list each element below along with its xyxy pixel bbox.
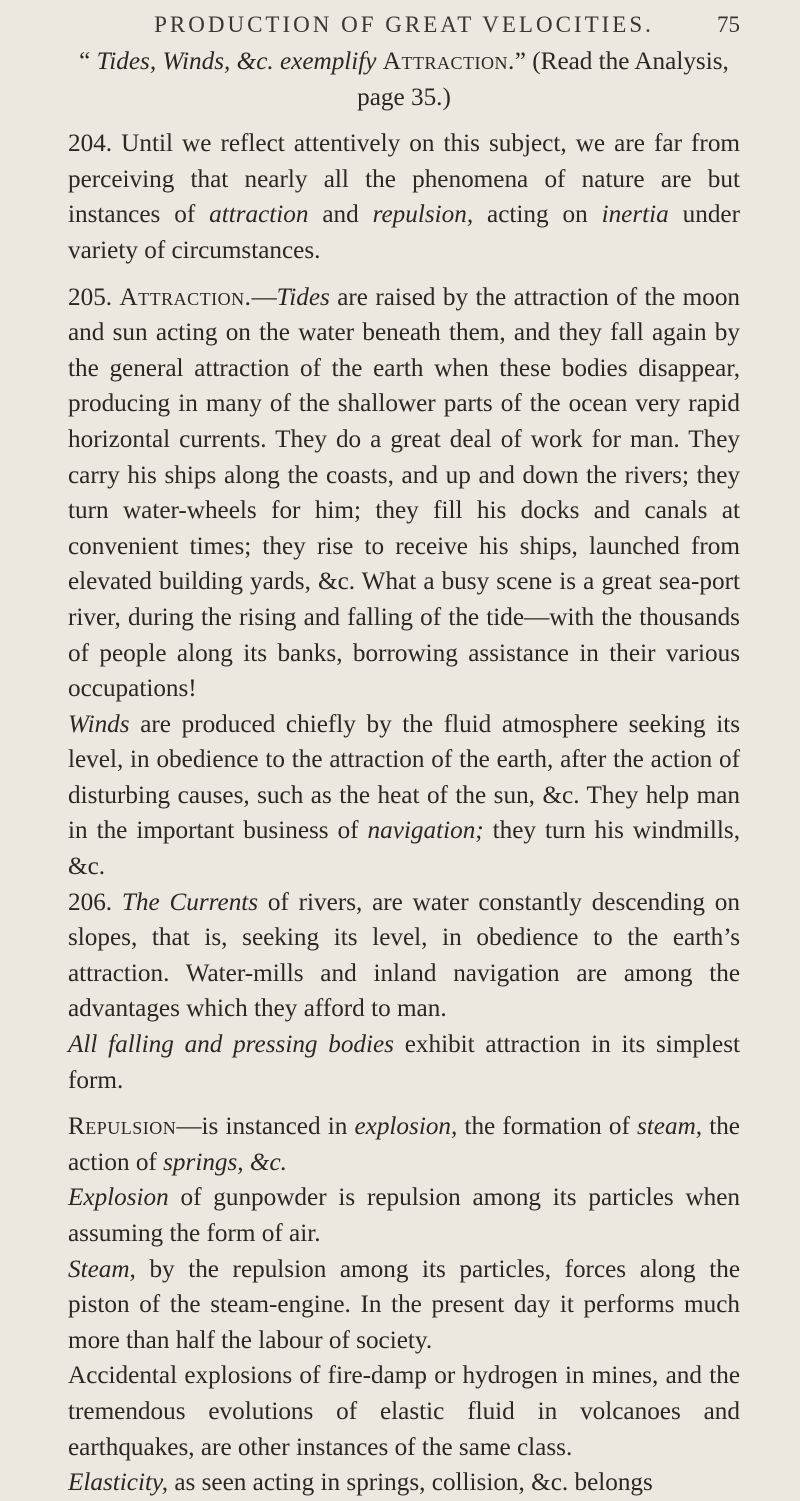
page-body: [68, 44, 740, 1501]
paragraph-elasticity: [68, 1465, 740, 1501]
p205-italic-1: Tides: [276, 283, 330, 311]
p206-number: 206.: [68, 888, 122, 916]
repulsion-text-3: the action of: [68, 1113, 740, 1176]
p204-italic-3: inertia: [601, 201, 669, 229]
elasticity-text-1: as seen acting in springs, collision, &c. belongs: [168, 1469, 653, 1497]
falling-text-1: exhibit attraction in its simplest form.: [68, 1031, 740, 1094]
heading-italic: Tides, Winds, &c. exemplify: [96, 48, 377, 75]
running-title: PRODUCTION OF GREAT VELOCITIES.: [154, 12, 654, 37]
p204-italic-2: repulsion,: [372, 201, 474, 229]
repulsion-italic-3: springs, &c.: [163, 1148, 287, 1176]
p205-dash: —: [251, 283, 277, 311]
explosion-italic-1: Explosion: [68, 1184, 169, 1212]
winds-italic-2: navigation;: [367, 817, 484, 845]
winds-text-1: are produced chiefly by the fluid atmosphere seeking its level, in obedience to the attraction of the earth, after the action of disturbing causes, such as the heat of the sun, &c. They help man in the important business of: [68, 710, 740, 845]
paragraph-explosion: [68, 1180, 740, 1251]
falling-italic-1: All falling and pressing bodies: [68, 1031, 394, 1059]
repulsion-text-1: —is instanced in: [176, 1113, 355, 1141]
heading-analysis-ref: (Read the Analysis, page 35.): [357, 48, 729, 111]
steam-text-1: by the repulsion among its particles, forces along the piston of the steam-engine. In the present day it performs much more than half the labour of society.: [68, 1255, 740, 1354]
repulsion-italic-1: explosion,: [354, 1113, 458, 1141]
paragraph-204: [68, 126, 740, 268]
heading-quote-close: ”: [514, 48, 526, 75]
p204-text-3: acting on: [473, 201, 602, 229]
p204-text-1: 204. Until we reflect attentively on this subject, we are far from perceiving that nearly all the phenomena of nature are but instances of: [68, 130, 740, 229]
winds-italic-1: Winds: [68, 710, 130, 738]
heading-quote-open: “: [79, 48, 97, 75]
p204-text-4: under variety of circumstances.: [68, 201, 740, 264]
p206-italic-1: The Currents: [121, 888, 259, 916]
explosion-text-1: of gunpowder is repulsion among its particles when assuming the form of air.: [68, 1184, 740, 1247]
page-number: 75: [717, 12, 740, 37]
section-heading: [68, 44, 740, 115]
paragraph-steam: [68, 1252, 740, 1359]
paragraph-winds: [68, 707, 740, 885]
winds-text-2: they turn his windmills, &c.: [68, 817, 740, 881]
p205-number: 205.: [68, 283, 120, 311]
paragraph-205: [68, 280, 740, 707]
p206-text-1: of rivers, are water constantly descending on slopes, that is, seeking its level, in obedience to the earth’s attraction. Water-mills and inland navigation are among the advantages which they afford to man.: [68, 888, 740, 1023]
p204-italic-1: attraction: [209, 201, 309, 229]
p205-smallcaps: Attraction.: [119, 283, 252, 311]
paragraph-accidental: [68, 1358, 740, 1465]
book-page: [0, 4, 800, 1497]
repulsion-italic-2: steam,: [637, 1113, 703, 1141]
repulsion-text-2: the formation of: [457, 1113, 637, 1141]
paragraph-repulsion: [68, 1109, 740, 1180]
accidental-text-1: Accidental explosions of fire-damp or hydrogen in mines, and the tremendous evolutions of elastic fluid in volcanoes and earthquakes, are other instances of the same class.: [68, 1362, 740, 1461]
heading-smallcaps: Attraction.: [382, 48, 515, 75]
paragraph-falling-bodies: [68, 1027, 740, 1098]
p204-text-2: and: [308, 201, 373, 229]
elasticity-italic-1: Elasticity,: [68, 1469, 169, 1497]
running-header: [68, 4, 740, 44]
p205-text-1: are raised by the attraction of the moon and sun acting on the water beneath them, and they fall again by the general attraction of the earth when these bodies disappear, producing in many of the shallower parts of the ocean very rapid horizontal currents. They do a great deal of work for man. They carry his ships along the coasts, and up and down the rivers; they turn water-wheels for him; they fill his docks and canals at convenient times; they rise to receive his ships, launched from elevated building yards, &c. What a busy scene is a great sea-port river, during the rising and falling of the tide—with the thousands of people along its banks, borrowing assistance in their various occupations!: [68, 283, 741, 703]
paragraph-206: [68, 885, 740, 1027]
steam-italic-1: Steam,: [68, 1255, 136, 1283]
repulsion-smallcaps: Repulsion: [68, 1113, 177, 1141]
